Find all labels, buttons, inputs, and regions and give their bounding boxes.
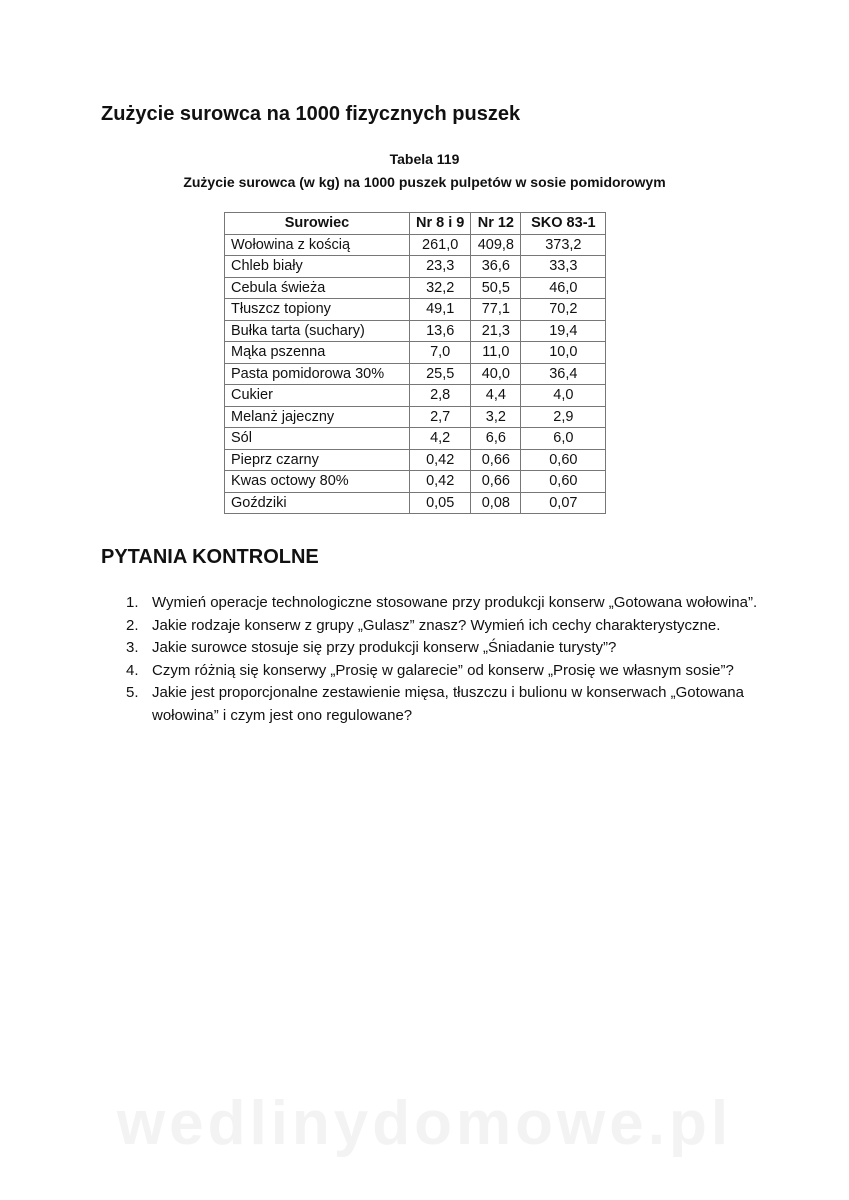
table-row bbox=[225, 385, 606, 407]
value-sko-83-1: 36,4 bbox=[521, 363, 606, 385]
value-nr-8-9: 0,05 bbox=[410, 492, 471, 514]
value-nr-8-9: 261,0 bbox=[410, 234, 471, 256]
material-name: Pasta pomidorowa 30% bbox=[225, 363, 410, 385]
value-nr-8-9: 25,5 bbox=[410, 363, 471, 385]
material-name: Bułka tarta (suchary) bbox=[225, 320, 410, 342]
table-title: Zużycie surowca (w kg) na 1000 puszek pulpetów w sosie pomidorowym bbox=[183, 174, 666, 190]
value-nr-12: 77,1 bbox=[471, 299, 521, 321]
value-sko-83-1: 0,60 bbox=[521, 471, 606, 493]
table-row bbox=[225, 428, 606, 450]
value-nr-8-9: 13,6 bbox=[410, 320, 471, 342]
question-number: 2. bbox=[126, 616, 139, 634]
list-item bbox=[101, 592, 761, 615]
question-number: 1. bbox=[126, 594, 139, 611]
value-nr-8-9: 2,7 bbox=[410, 406, 471, 428]
table-row bbox=[225, 277, 606, 299]
value-sko-83-1: 33,3 bbox=[521, 256, 606, 278]
question-number: 5. bbox=[126, 684, 139, 701]
value-nr-12: 50,5 bbox=[471, 277, 521, 299]
value-nr-12: 11,0 bbox=[471, 342, 521, 364]
question-number: 4. bbox=[126, 661, 139, 679]
material-name: Chleb biały bbox=[225, 256, 410, 278]
value-sko-83-1: 6,0 bbox=[521, 428, 606, 450]
question-text: Jakie surowce stosuje się przy produkcji konserw „Śniadanie turysty”? bbox=[152, 639, 617, 656]
table-row bbox=[225, 234, 606, 256]
table-row bbox=[225, 363, 606, 385]
question-text: Jakie rodzaje konserw z grupy „Gulasz” znasz? Wymień ich cechy charakterystyczne. bbox=[152, 616, 721, 634]
raw-material-table bbox=[224, 212, 606, 514]
value-sko-83-1: 4,0 bbox=[521, 385, 606, 407]
value-nr-8-9: 4,2 bbox=[410, 428, 471, 450]
question-text: Wymień operacje technologiczne stosowane przy produkcji konserw „Gotowana wołowina”. bbox=[152, 594, 758, 611]
list-item bbox=[101, 615, 761, 638]
value-nr-12: 0,66 bbox=[471, 449, 521, 471]
value-nr-12: 4,4 bbox=[471, 385, 521, 407]
table-row bbox=[225, 449, 606, 471]
table-row bbox=[225, 256, 606, 278]
value-sko-83-1: 0,07 bbox=[521, 492, 606, 514]
value-nr-8-9: 2,8 bbox=[410, 385, 471, 407]
table-row bbox=[225, 406, 606, 428]
column-header-nr-8-9: Nr 8 i 9 bbox=[410, 213, 471, 235]
value-nr-12: 40,0 bbox=[471, 363, 521, 385]
material-name: Goździki bbox=[225, 492, 410, 514]
value-nr-12: 409,8 bbox=[471, 234, 521, 256]
material-name: Tłuszcz topiony bbox=[225, 299, 410, 321]
value-nr-8-9: 0,42 bbox=[410, 471, 471, 493]
material-name: Sól bbox=[225, 428, 410, 450]
column-header-nr-12: Nr 12 bbox=[471, 213, 521, 235]
value-nr-12: 0,66 bbox=[471, 471, 521, 493]
question-number: 3. bbox=[126, 639, 139, 656]
value-sko-83-1: 2,9 bbox=[521, 406, 606, 428]
table-row bbox=[225, 342, 606, 364]
value-sko-83-1: 373,2 bbox=[521, 234, 606, 256]
question-list bbox=[101, 592, 761, 727]
value-sko-83-1: 19,4 bbox=[521, 320, 606, 342]
table-header-row bbox=[225, 213, 606, 235]
value-nr-12: 0,08 bbox=[471, 492, 521, 514]
page-title: Zużycie surowca na 1000 fizycznych puszek bbox=[101, 103, 521, 125]
value-sko-83-1: 10,0 bbox=[521, 342, 606, 364]
material-name: Kwas octowy 80% bbox=[225, 471, 410, 493]
table-row bbox=[225, 492, 606, 514]
material-name: Melanż jajeczny bbox=[225, 406, 410, 428]
value-nr-12: 6,6 bbox=[471, 428, 521, 450]
table-row bbox=[225, 471, 606, 493]
value-nr-8-9: 32,2 bbox=[410, 277, 471, 299]
value-nr-8-9: 0,42 bbox=[410, 449, 471, 471]
material-name: Pieprz czarny bbox=[225, 449, 410, 471]
value-nr-8-9: 23,3 bbox=[410, 256, 471, 278]
value-sko-83-1: 70,2 bbox=[521, 299, 606, 321]
value-nr-12: 3,2 bbox=[471, 406, 521, 428]
table-number: Tabela 119 bbox=[389, 151, 460, 167]
value-sko-83-1: 46,0 bbox=[521, 277, 606, 299]
table-row bbox=[225, 299, 606, 321]
question-text: Czym różnią się konserwy „Prosię w galarecie” od konserw „Prosię we własnym sosie”? bbox=[152, 661, 734, 679]
list-item bbox=[101, 682, 761, 727]
material-name: Mąka pszenna bbox=[225, 342, 410, 364]
table-row bbox=[225, 320, 606, 342]
value-nr-8-9: 7,0 bbox=[410, 342, 471, 364]
list-item bbox=[101, 660, 761, 683]
value-nr-8-9: 49,1 bbox=[410, 299, 471, 321]
value-nr-12: 21,3 bbox=[471, 320, 521, 342]
material-name: Cebula świeża bbox=[225, 277, 410, 299]
watermark: wedlinydomowe.pl bbox=[116, 1089, 733, 1158]
column-header-material: Surowiec bbox=[225, 213, 410, 235]
list-item bbox=[101, 637, 761, 660]
material-name: Cukier bbox=[225, 385, 410, 407]
material-name: Wołowina z kością bbox=[225, 234, 410, 256]
value-nr-12: 36,6 bbox=[471, 256, 521, 278]
value-sko-83-1: 0,60 bbox=[521, 449, 606, 471]
section-heading-review-questions: PYTANIA KONTROLNE bbox=[101, 546, 319, 568]
question-text: Jakie jest proporcjonalne zestawienie mięsa, tłuszczu i bulionu w konserwach „Gotowana wołowina” i czym jest ono regulowane? bbox=[152, 684, 744, 724]
column-header-sko-83-1: SKO 83-1 bbox=[521, 213, 606, 235]
